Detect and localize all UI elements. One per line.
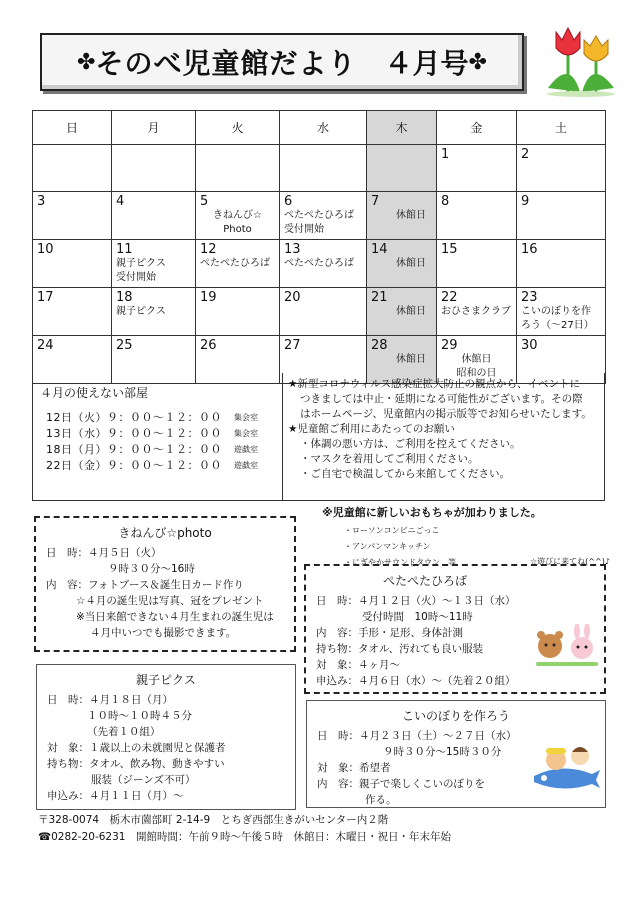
day-number: 11 — [116, 242, 133, 257]
weekday-wed: 水 — [280, 111, 367, 145]
day-number: 10 — [37, 242, 54, 257]
day-event: Photo — [223, 224, 252, 235]
unavailable-rooms — [40, 384, 280, 473]
toy-item: ・アンパンマンキッチン — [344, 542, 431, 551]
title-banner — [40, 33, 524, 91]
weekday-fri: 金 — [437, 111, 517, 145]
calendar-day-cell — [437, 192, 517, 240]
day-number: 30 — [521, 338, 538, 353]
calendar-day-cell — [196, 288, 280, 336]
day-event: 休館日 — [396, 306, 426, 317]
tulip-illustration — [540, 18, 622, 98]
day-number: 16 — [521, 242, 538, 257]
day-event: 休館日 — [396, 354, 426, 365]
koinobori-box: こいのぼりを作ろう 日 時：４月２３日（土）～２７日（水） ９時３０分～15時３０分 対 象：希望者 内 容：親子で楽しくこいのぼりを 作る。 — [306, 700, 606, 808]
day-event: 受付開始 — [116, 272, 156, 283]
calendar-week-row — [33, 240, 606, 288]
covid-notice: ★新型コロナウィルス感染症拡大防止の観点から、イベントに つきましては中止・延期になる可能性がございます。その際 はホームページ、児童館内の掲示版等でお知らせいたします。 ★児童館ご利用にあたってのお願い ・体調の悪い方は、ご利用を控えてください。 ・マスクを着用してご利用ください。 ・ご自宅で検温してから来館してください。 — [288, 378, 592, 480]
day-number: 1 — [441, 147, 450, 162]
room-row: 22日（金）９：００～１２：００ 遊戯室 — [46, 459, 258, 472]
calendar-day-cell — [280, 240, 367, 288]
day-number: 15 — [441, 242, 458, 257]
day-event: おひさまクラブ — [441, 306, 511, 317]
kinenbi-title: きねんび☆photo — [118, 526, 212, 540]
calendar-day-cell — [196, 145, 280, 192]
day-event: 休館日 — [461, 354, 492, 365]
day-number: 6 — [284, 194, 293, 209]
calendar-day-cell — [33, 145, 112, 192]
day-event: ぺたぺたひろば — [200, 258, 270, 269]
calendar-week-row — [33, 145, 606, 192]
calendar-day-cell — [280, 145, 367, 192]
toys-note: ☆遊びに来てね(^^)♪ — [530, 557, 610, 566]
day-event: 親子ピクス — [116, 258, 166, 269]
koinobori-title: こいのぼりを作ろう — [401, 709, 510, 723]
room-row: 13日（水）９：００～１２：００ 集会室 — [46, 427, 258, 440]
day-number: 23 — [521, 290, 538, 305]
calendar-day-cell — [367, 240, 437, 288]
day-number: 18 — [116, 290, 133, 305]
day-number: 9 — [521, 194, 530, 209]
calendar-day-cell — [437, 145, 517, 192]
kinenbi-photo-box: きねんび☆photo 日 時：４月５日（火） ９時３０分～16時 内 容：フォトブース＆誕生日カード作り ☆４月の誕生児は写真、冠をプレゼント ※当日来館できない４月生まれの誕生児は ４月中いつでも撮影できます。 — [34, 516, 296, 652]
day-number: 2 — [521, 147, 530, 162]
calendar-week-row — [33, 192, 606, 240]
day-number: 21 — [371, 290, 388, 305]
oyako-title: 親子ピクス — [136, 673, 196, 687]
day-number: 3 — [37, 194, 46, 209]
calendar-day-cell — [437, 288, 517, 336]
calendar-day-cell — [280, 288, 367, 336]
calendar-day-cell — [112, 240, 196, 288]
calendar-day-cell — [112, 288, 196, 336]
calendar-day-cell — [33, 288, 112, 336]
phone-hours: ☎0282-20-6231 開館時間：午前９時～午後５時 休館日：木曜日・祝日・年末年始 — [38, 831, 451, 843]
toy-item: ・ローソンコンビニごっこ — [344, 526, 440, 535]
day-event: ぺたぺたひろば — [284, 258, 354, 269]
koinobori-kids-illustration — [532, 740, 602, 792]
calendar-day-cell — [280, 192, 367, 240]
day-event: 休館日 — [396, 210, 426, 221]
calendar-day-cell — [437, 240, 517, 288]
calendar-day-cell — [367, 145, 437, 192]
new-toys — [322, 504, 612, 571]
toy-item: ・にぎやかサウンドタウン 等 — [344, 558, 456, 567]
bear-rabbit-illustration — [532, 624, 602, 668]
day-number: 20 — [284, 290, 301, 305]
newsletter-title: そのべ児童館だより — [95, 47, 357, 80]
day-number: 13 — [284, 242, 301, 257]
day-number: 5 — [200, 194, 209, 209]
day-number: 14 — [371, 242, 388, 257]
address: 〒328-0074 栃木市薗部町 2-14-9 とちぎ西部生きがいセンター内２階 — [38, 814, 389, 826]
day-number: 24 — [37, 338, 54, 353]
day-number: 4 — [116, 194, 125, 209]
toys-heading: ※児童館に新しいおもちゃが加わりました。 — [322, 506, 542, 519]
calendar-day-cell — [517, 192, 606, 240]
calendar-day-cell — [196, 192, 280, 240]
petapeta-title: ぺたぺたひろば — [382, 574, 467, 588]
room-row: 18日（月）９：００～１２：００ 遊戯室 — [46, 443, 258, 456]
day-event: 受付開始 — [284, 224, 324, 235]
calendar-day-cell — [33, 192, 112, 240]
weekday-thu: 木 — [367, 111, 437, 145]
day-number: 26 — [200, 338, 217, 353]
day-event: 昭和の日 — [456, 368, 497, 379]
calendar-day-cell — [517, 145, 606, 192]
day-event: ぺたぺたひろば — [284, 210, 354, 221]
info-divider — [282, 373, 283, 501]
calendar-day-cell — [112, 145, 196, 192]
calendar-day-cell — [112, 192, 196, 240]
day-number: 29 — [441, 338, 458, 353]
room-row: 12日（火）９：００～１２：００ 集会室 — [46, 411, 258, 424]
weekday-tue: 火 — [196, 111, 280, 145]
april-calendar — [32, 110, 606, 384]
calendar-weekday-row — [33, 111, 606, 145]
day-number: 25 — [116, 338, 133, 353]
weekday-mon: 月 — [112, 111, 196, 145]
newsletter-month: ４月号 — [384, 47, 469, 80]
calendar-day-cell — [367, 288, 437, 336]
day-event: きねんび☆ — [213, 210, 262, 221]
rooms-title: ４月の使えない部屋 — [40, 386, 149, 400]
clover-icon: ✤ — [77, 49, 96, 75]
day-number: 7 — [371, 194, 380, 209]
day-event: 親子ピクス — [116, 306, 166, 317]
calendar-day-cell — [196, 240, 280, 288]
calendar-week-row — [33, 288, 606, 336]
day-number: 28 — [371, 338, 388, 353]
petapeta-hiroba-box: ぺたぺたひろば 日 時：４月１２日（火）～１３日（水） 受付時間 10時～11時 内 容：手形・足形、身体計測 持ち物：タオル、汚れても良い服装 対 象：４ヶ月～ 申込み：４月６日（水）～（先着２０組） — [304, 564, 606, 694]
day-event: 休館日 — [396, 258, 426, 269]
calendar-day-cell — [517, 240, 606, 288]
day-number: 17 — [37, 290, 54, 305]
calendar-day-cell — [517, 288, 606, 336]
day-number: 12 — [200, 242, 217, 257]
clover-icon: ✤ — [468, 49, 487, 75]
oyako-pix-box: 親子ピクス 日 時：４月１８日（月） １０時～１０時４５分 （先着１０組） 対 象：１歳以上の未就園児と保護者 持ち物：タオル、飲み物、動きやすい 服装（ジーンズ不可） 申込み：４月１１日（月）～ — [36, 664, 296, 810]
day-number: 27 — [284, 338, 301, 353]
day-number: 19 — [200, 290, 217, 305]
day-number: 22 — [441, 290, 458, 305]
calendar-day-cell — [33, 240, 112, 288]
day-event: ろう（～27日） — [521, 320, 594, 331]
day-event: こいのぼりを作 — [521, 306, 591, 317]
weekday-sun: 日 — [33, 111, 112, 145]
day-number: 8 — [441, 194, 450, 209]
calendar-weeks — [33, 145, 606, 384]
calendar-day-cell — [367, 192, 437, 240]
footer — [38, 812, 451, 846]
weekday-sat: 土 — [517, 111, 606, 145]
